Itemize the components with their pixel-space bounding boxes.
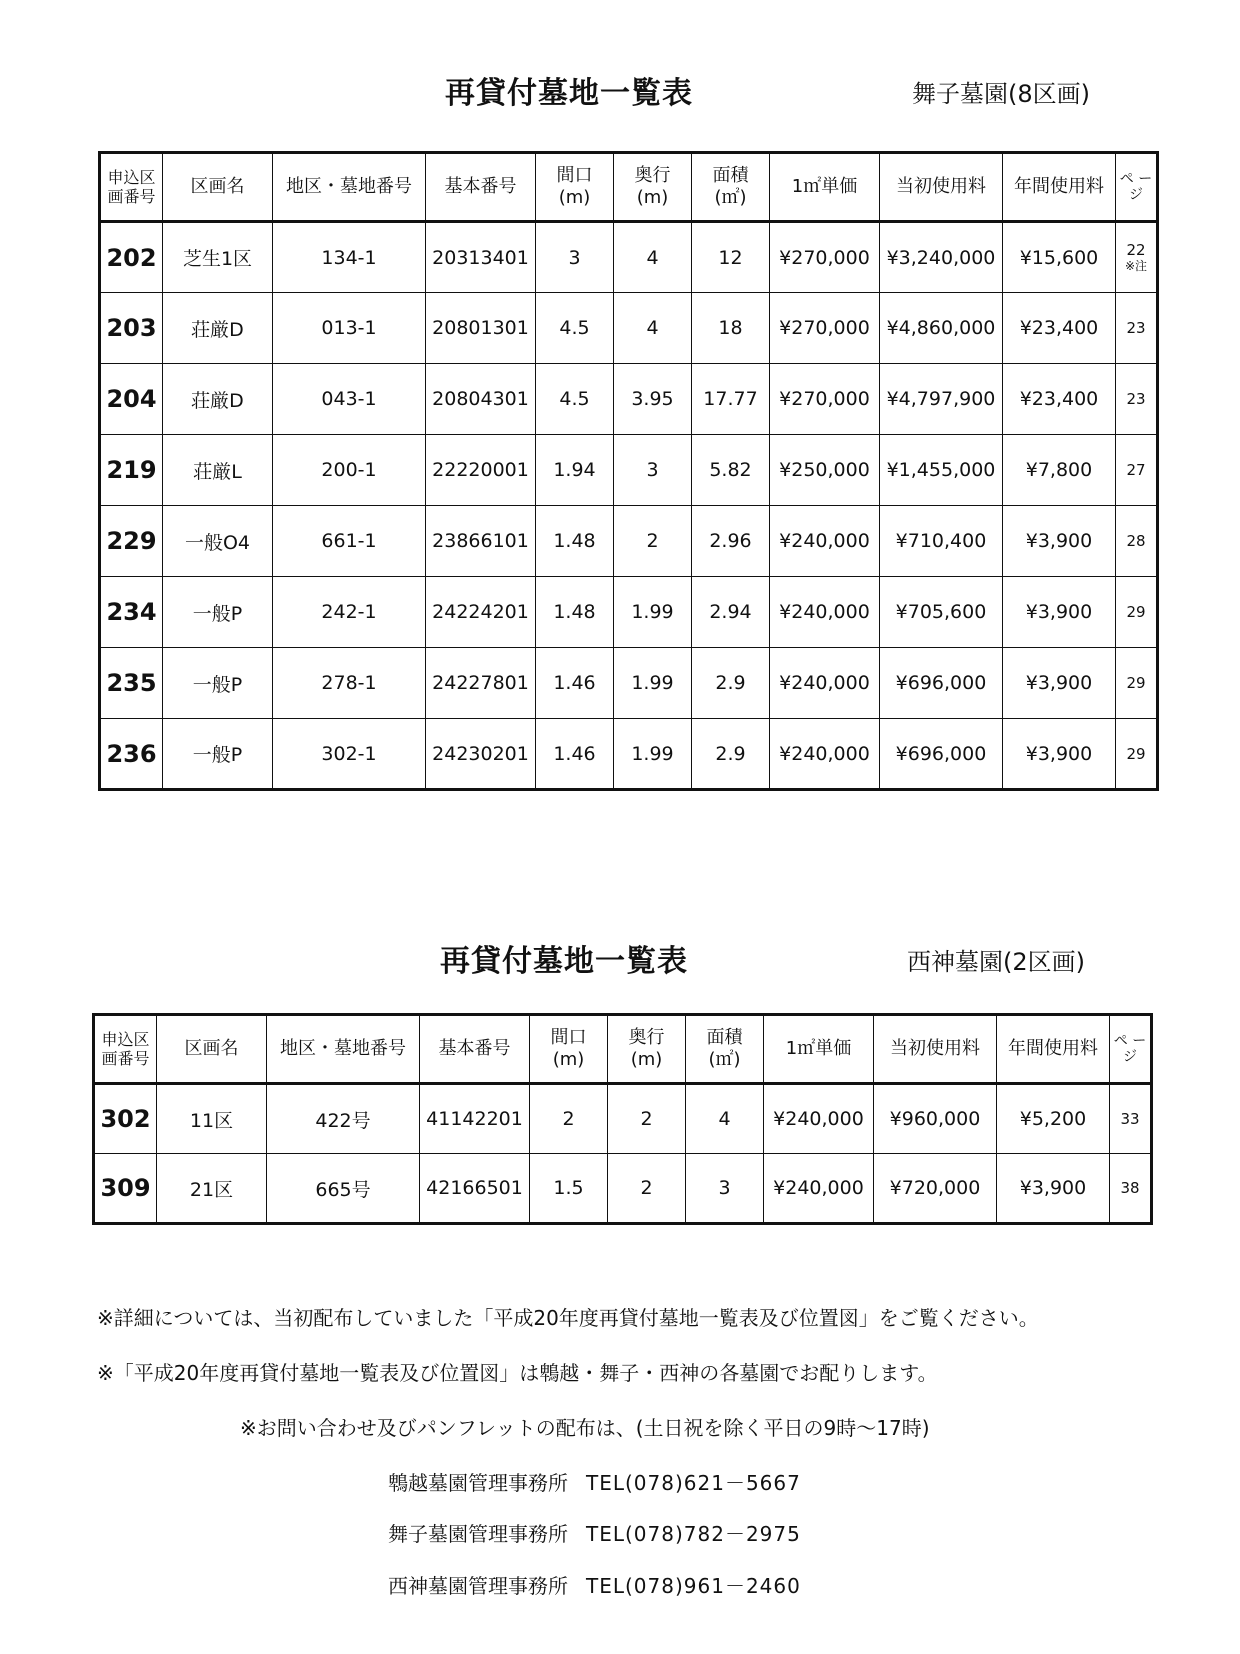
application-number-cell: 204 bbox=[100, 364, 163, 435]
initial-fee-cell: ¥720,000 bbox=[874, 1154, 997, 1224]
initial-fee-cell: ¥696,000 bbox=[880, 719, 1003, 790]
section-name-cell: 一般O4 bbox=[163, 506, 273, 577]
initial-fee-cell: ¥1,455,000 bbox=[880, 435, 1003, 506]
annual-fee-cell: ¥5,200 bbox=[997, 1084, 1110, 1154]
application-number-cell: 203 bbox=[100, 293, 163, 364]
seishin-table bbox=[92, 1013, 1153, 1225]
header-application-number: 申込区 画番号 bbox=[100, 153, 163, 222]
initial-fee-cell: ¥4,860,000 bbox=[880, 293, 1003, 364]
section-name-cell: 荘厳L bbox=[163, 435, 273, 506]
frontage-cell: 1.48 bbox=[536, 577, 614, 648]
table-header-row bbox=[100, 153, 1158, 222]
unit-price-cell: ¥240,000 bbox=[770, 648, 880, 719]
unit-price-cell: ¥240,000 bbox=[770, 506, 880, 577]
annual-fee-cell: ¥7,800 bbox=[1003, 435, 1116, 506]
note-line-2: ※「平成20年度再貸付墓地一覧表及び位置図」は鵯越・舞子・西神の各墓園でお配りします。 bbox=[97, 1361, 938, 1385]
table1-title: 再貸付墓地一覧表 bbox=[445, 76, 693, 111]
frontage-cell: 1.46 bbox=[536, 648, 614, 719]
table-row bbox=[94, 1154, 1152, 1224]
page-cell: 33 bbox=[1110, 1084, 1152, 1154]
page-cell: 29 bbox=[1116, 648, 1158, 719]
header-base-number: 基本番号 bbox=[426, 153, 536, 222]
initial-fee-cell: ¥960,000 bbox=[874, 1084, 997, 1154]
depth-cell: 3.95 bbox=[614, 364, 692, 435]
header-unit-price: 1㎡単価 bbox=[770, 153, 880, 222]
header-annual-fee: 年間使用料 bbox=[1003, 153, 1116, 222]
annual-fee-cell: ¥3,900 bbox=[1003, 648, 1116, 719]
section-name-cell: 荘厳D bbox=[163, 364, 273, 435]
header-frontage: 間口 (m) bbox=[536, 153, 614, 222]
section-name-cell: 11区 bbox=[157, 1084, 267, 1154]
area-cell: 2.9 bbox=[692, 719, 770, 790]
initial-fee-cell: ¥705,600 bbox=[880, 577, 1003, 648]
base-number-cell: 20804301 bbox=[426, 364, 536, 435]
table2-heading bbox=[0, 936, 1240, 986]
page-cell: 27 bbox=[1116, 435, 1158, 506]
application-number-cell: 235 bbox=[100, 648, 163, 719]
header-application-number: 申込区 画番号 bbox=[94, 1015, 157, 1084]
header-depth: 奥行 (m) bbox=[608, 1015, 686, 1084]
base-number-cell: 20801301 bbox=[426, 293, 536, 364]
header-initial-fee: 当初使用料 bbox=[874, 1015, 997, 1084]
office-name: 鵯越墓園管理事務所 bbox=[388, 1471, 568, 1495]
header-page: ペ ー ジ bbox=[1116, 153, 1158, 222]
header-page: ペ ー ジ bbox=[1110, 1015, 1152, 1084]
section-name-cell: 一般P bbox=[163, 719, 273, 790]
frontage-cell: 4.5 bbox=[536, 293, 614, 364]
header-initial-fee: 当初使用料 bbox=[880, 153, 1003, 222]
table-row bbox=[100, 435, 1158, 506]
base-number-cell: 20313401 bbox=[426, 222, 536, 293]
header-lot-number: 地区・墓地番号 bbox=[267, 1015, 420, 1084]
page-note: ※注 bbox=[1124, 258, 1148, 273]
lot-number-cell: 278-1 bbox=[273, 648, 426, 719]
annual-fee-cell: ¥15,600 bbox=[1003, 222, 1116, 293]
office-seishin bbox=[388, 1570, 801, 1599]
lot-number-cell: 043-1 bbox=[273, 364, 426, 435]
header-section-name: 区画名 bbox=[163, 153, 273, 222]
unit-price-cell: ¥240,000 bbox=[770, 577, 880, 648]
lot-number-cell: 134-1 bbox=[273, 222, 426, 293]
office-hiyodorigoe bbox=[388, 1467, 801, 1496]
lot-number-cell: 200-1 bbox=[273, 435, 426, 506]
base-number-cell: 42166501 bbox=[420, 1154, 530, 1224]
table-header-row bbox=[94, 1015, 1152, 1084]
depth-cell: 2 bbox=[608, 1084, 686, 1154]
table-row bbox=[94, 1084, 1152, 1154]
page-cell: 38 bbox=[1110, 1154, 1152, 1224]
base-number-cell: 23866101 bbox=[426, 506, 536, 577]
depth-cell: 2 bbox=[614, 506, 692, 577]
page-cell: 29 bbox=[1116, 577, 1158, 648]
frontage-cell: 1.48 bbox=[536, 506, 614, 577]
unit-price-cell: ¥270,000 bbox=[770, 222, 880, 293]
base-number-cell: 24224201 bbox=[426, 577, 536, 648]
lot-number-cell: 242-1 bbox=[273, 577, 426, 648]
table-row bbox=[100, 577, 1158, 648]
initial-fee-cell: ¥710,400 bbox=[880, 506, 1003, 577]
initial-fee-cell: ¥3,240,000 bbox=[880, 222, 1003, 293]
page-cell: 23 bbox=[1116, 364, 1158, 435]
office-tel: TEL(078)782－2975 bbox=[586, 1522, 801, 1546]
section-name-cell: 一般P bbox=[163, 648, 273, 719]
unit-price-cell: ¥270,000 bbox=[770, 293, 880, 364]
annual-fee-cell: ¥3,900 bbox=[997, 1154, 1110, 1224]
frontage-cell: 1.46 bbox=[536, 719, 614, 790]
frontage-cell: 1.5 bbox=[530, 1154, 608, 1224]
base-number-cell: 24230201 bbox=[426, 719, 536, 790]
annual-fee-cell: ¥3,900 bbox=[1003, 577, 1116, 648]
application-number-cell: 202 bbox=[100, 222, 163, 293]
header-depth: 奥行 (m) bbox=[614, 153, 692, 222]
office-tel: TEL(078)621－5667 bbox=[586, 1471, 801, 1495]
area-cell: 2.96 bbox=[692, 506, 770, 577]
application-number-cell: 309 bbox=[94, 1154, 157, 1224]
maiko-table bbox=[98, 151, 1159, 791]
depth-cell: 3 bbox=[614, 435, 692, 506]
section-name-cell: 芝生1区 bbox=[163, 222, 273, 293]
initial-fee-cell: ¥696,000 bbox=[880, 648, 1003, 719]
frontage-cell: 4.5 bbox=[536, 364, 614, 435]
table2-subtitle: 西神墓園(2区画) bbox=[907, 948, 1085, 976]
annual-fee-cell: ¥3,900 bbox=[1003, 719, 1116, 790]
application-number-cell: 236 bbox=[100, 719, 163, 790]
header-annual-fee: 年間使用料 bbox=[997, 1015, 1110, 1084]
base-number-cell: 22220001 bbox=[426, 435, 536, 506]
header-base-number: 基本番号 bbox=[420, 1015, 530, 1084]
annual-fee-cell: ¥3,900 bbox=[1003, 506, 1116, 577]
area-cell: 12 bbox=[692, 222, 770, 293]
area-cell: 3 bbox=[686, 1154, 764, 1224]
header-frontage: 間口 (m) bbox=[530, 1015, 608, 1084]
office-maiko bbox=[388, 1518, 801, 1547]
depth-cell: 1.99 bbox=[614, 719, 692, 790]
page-cell: 28 bbox=[1116, 506, 1158, 577]
annual-fee-cell: ¥23,400 bbox=[1003, 364, 1116, 435]
application-number-cell: 229 bbox=[100, 506, 163, 577]
lot-number-cell: 422号 bbox=[267, 1084, 420, 1154]
page-cell: 22 ※注 bbox=[1116, 222, 1158, 293]
base-number-cell: 24227801 bbox=[426, 648, 536, 719]
table1-heading bbox=[0, 68, 1240, 118]
table-row bbox=[100, 719, 1158, 790]
application-number-cell: 219 bbox=[100, 435, 163, 506]
section-name-cell: 荘厳D bbox=[163, 293, 273, 364]
note-line-3: ※お問い合わせ及びパンフレットの配布は、(土日祝を除く平日の9時～17時) bbox=[240, 1416, 930, 1440]
area-cell: 5.82 bbox=[692, 435, 770, 506]
section-name-cell: 一般P bbox=[163, 577, 273, 648]
annual-fee-cell: ¥23,400 bbox=[1003, 293, 1116, 364]
application-number-cell: 302 bbox=[94, 1084, 157, 1154]
area-cell: 4 bbox=[686, 1084, 764, 1154]
area-cell: 18 bbox=[692, 293, 770, 364]
table-row bbox=[100, 506, 1158, 577]
header-area: 面積 (㎡) bbox=[692, 153, 770, 222]
office-name: 舞子墓園管理事務所 bbox=[388, 1522, 568, 1546]
section-name-cell: 21区 bbox=[157, 1154, 267, 1224]
unit-price-cell: ¥240,000 bbox=[770, 719, 880, 790]
table-row bbox=[100, 648, 1158, 719]
lot-number-cell: 661-1 bbox=[273, 506, 426, 577]
office-name: 西神墓園管理事務所 bbox=[388, 1574, 568, 1598]
header-section-name: 区画名 bbox=[157, 1015, 267, 1084]
depth-cell: 4 bbox=[614, 293, 692, 364]
office-tel: TEL(078)961－2460 bbox=[586, 1574, 801, 1598]
page-cell: 23 bbox=[1116, 293, 1158, 364]
table-row bbox=[100, 222, 1158, 293]
table-row bbox=[100, 364, 1158, 435]
depth-cell: 1.99 bbox=[614, 648, 692, 719]
area-cell: 17.77 bbox=[692, 364, 770, 435]
base-number-cell: 41142201 bbox=[420, 1084, 530, 1154]
header-unit-price: 1㎡単価 bbox=[764, 1015, 874, 1084]
depth-cell: 4 bbox=[614, 222, 692, 293]
page-cell: 29 bbox=[1116, 719, 1158, 790]
area-cell: 2.94 bbox=[692, 577, 770, 648]
lot-number-cell: 302-1 bbox=[273, 719, 426, 790]
note-line-1: ※詳細については、当初配布していました「平成20年度再貸付墓地一覧表及び位置図」をご覧ください。 bbox=[97, 1306, 1039, 1330]
unit-price-cell: ¥250,000 bbox=[770, 435, 880, 506]
lot-number-cell: 013-1 bbox=[273, 293, 426, 364]
table-row bbox=[100, 293, 1158, 364]
frontage-cell: 2 bbox=[530, 1084, 608, 1154]
depth-cell: 1.99 bbox=[614, 577, 692, 648]
unit-price-cell: ¥270,000 bbox=[770, 364, 880, 435]
initial-fee-cell: ¥4,797,900 bbox=[880, 364, 1003, 435]
header-lot-number: 地区・墓地番号 bbox=[273, 153, 426, 222]
lot-number-cell: 665号 bbox=[267, 1154, 420, 1224]
unit-price-cell: ¥240,000 bbox=[764, 1084, 874, 1154]
header-area: 面積 (㎡) bbox=[686, 1015, 764, 1084]
area-cell: 2.9 bbox=[692, 648, 770, 719]
depth-cell: 2 bbox=[608, 1154, 686, 1224]
frontage-cell: 3 bbox=[536, 222, 614, 293]
frontage-cell: 1.94 bbox=[536, 435, 614, 506]
unit-price-cell: ¥240,000 bbox=[764, 1154, 874, 1224]
table2-title: 再貸付墓地一覧表 bbox=[440, 944, 688, 979]
application-number-cell: 234 bbox=[100, 577, 163, 648]
table1-subtitle: 舞子墓園(8区画) bbox=[912, 80, 1090, 108]
